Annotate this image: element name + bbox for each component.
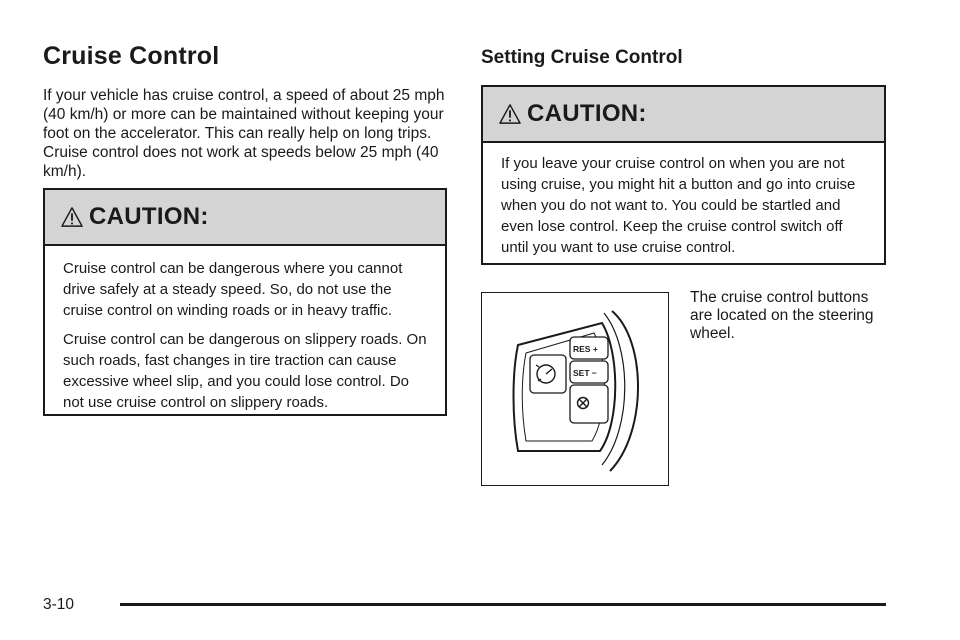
caution-box-right [481, 85, 886, 265]
warning-triangle-icon [499, 103, 521, 125]
footer-rule [120, 603, 886, 606]
steering-wheel-illustration [482, 293, 667, 484]
caution-header [483, 87, 884, 143]
res-button-label: RES + [573, 344, 598, 354]
caution-title: CAUTION: [89, 203, 209, 230]
set-button-label: SET − [573, 368, 597, 378]
caution-body [45, 246, 445, 413]
page-title: Cruise Control [43, 42, 220, 70]
intro-paragraph: If your vehicle has cruise control, a speed of about 25 mph (40 km/h) or more can be maintained without keeping your foot on the accelerator. This can really help on long trips. Cruise control does not work at speeds below 25 mph (40 km/h). [43, 87, 445, 180]
section-heading: Setting Cruise Control [481, 47, 683, 68]
steering-wheel-controls-figure [481, 292, 669, 486]
cruise-on-off-button [530, 355, 566, 393]
caution-paragraph: Cruise control can be dangerous where you cannot drive safely at a steady speed. So, do not use the cruise control on winding roads or in heavy traffic. [63, 260, 403, 319]
caution-paragraph: Cruise control can be dangerous on slippery roads. On such roads, fast changes in tire traction can cause excessive wheel slip, and you could lose control. Do not use cruise control on slippery roads. [63, 331, 427, 411]
caution-paragraph: If you leave your cruise control on when you are not using cruise, you might hit a button and go into cruise when you do not want to. You could be startled and even lose control. Keep the cruise control switch off until you want to use cruise control. [501, 155, 856, 256]
page-number: 3-10 [43, 596, 75, 613]
warning-triangle-icon [61, 206, 83, 228]
caution-body [483, 143, 884, 258]
caution-header [45, 190, 445, 246]
figure-caption: The cruise control buttons are located on the steering wheel. [690, 289, 874, 342]
caution-title: CAUTION: [527, 100, 647, 127]
caution-box-left [43, 188, 447, 416]
